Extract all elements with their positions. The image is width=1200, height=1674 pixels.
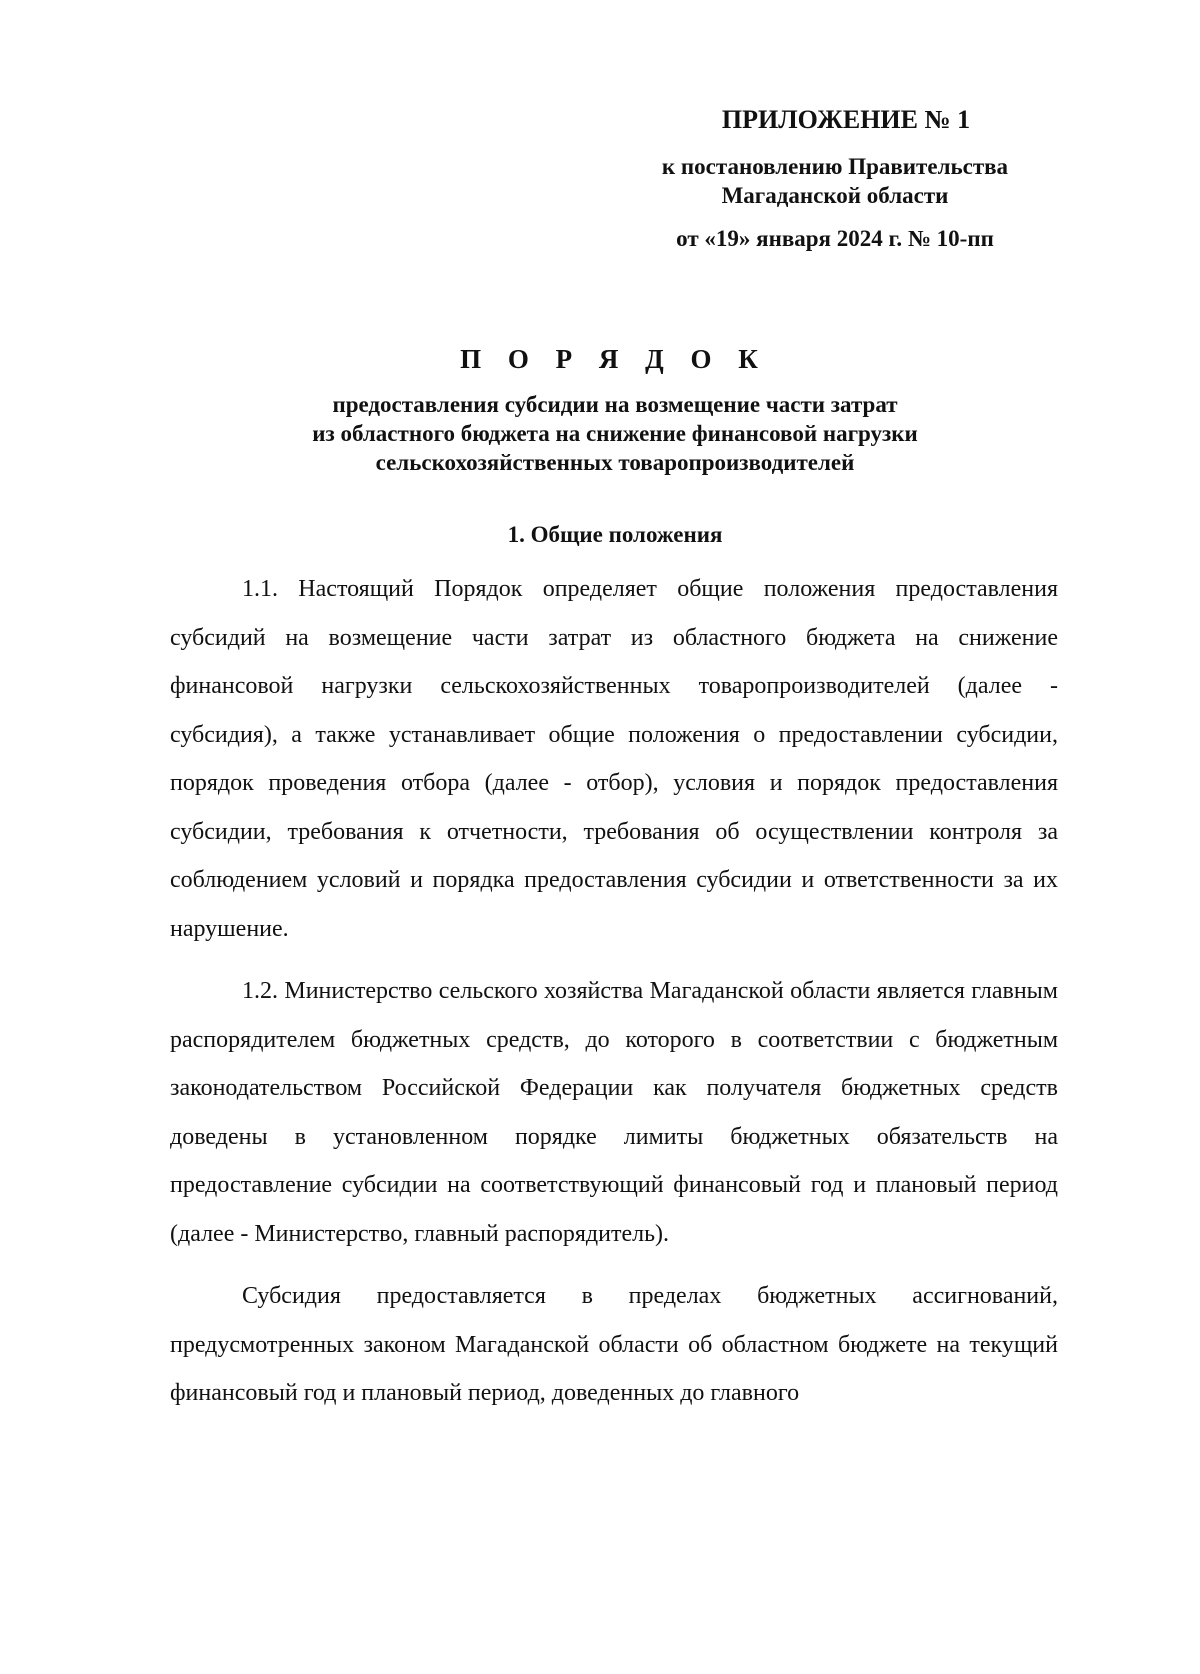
annex-title: ПРИЛОЖЕНИЕ № 1 bbox=[721, 105, 971, 134]
document-subtitle bbox=[170, 390, 1060, 477]
paragraph-1-1: 1.1. Настоящий Порядок определяет общие положения предоставления субсидий на возмещение части затрат из областного бюджета на снижение финансовой нагрузки сельскохозяйственных товаропроизводителей (далее - субсидия), а также устанавливает общие положения о предоставлении субсидии, порядок проведения отбора (далее - отбор), условия и порядок предоставления субсидии, требования к отчетности, требования об осуществлении контроля за соблюдением условий и порядка предоставления субсидии и ответственности за их нарушение. bbox=[170, 576, 1058, 942]
annex-resolution-line: к постановлению Правительства bbox=[661, 154, 1009, 179]
paragraph-subsidy: Субсидия предоставляется в пределах бюджетных ассигнований, предусмотренных законом Магаданской области об областном бюджете на текущий финансовый год и плановый период, доведенных до главного bbox=[170, 1283, 1058, 1406]
section-heading: 1. Общие положения bbox=[507, 522, 723, 547]
annex-date-line: от «19» января 2024 г. № 10-пп bbox=[676, 226, 994, 251]
annex-block bbox=[600, 104, 1070, 253]
annex-region-line: Магаданской области bbox=[721, 183, 949, 208]
document-subtitle-line: из областного бюджета на снижение финансовой нагрузки bbox=[312, 421, 918, 446]
document-subtitle-line: сельскохозяйственных товаропроизводителей bbox=[375, 450, 855, 475]
section-body bbox=[170, 565, 1058, 1418]
document-title: П О Р Я Д О К bbox=[460, 344, 768, 374]
document-subtitle-line: предоставления субсидии на возмещение части затрат bbox=[332, 392, 898, 417]
paragraph-1-2: 1.2. Министерство сельского хозяйства Магаданской области является главным распорядителем бюджетных средств, до которого в соответствии с бюджетным законодательством Российской Федерации как получателя бюджетных средств доведены в установленном порядке лимиты бюджетных обязательств на предоставление субсидии на соответствующий финансовый год и плановый период (далее - Министерство, главный распорядитель). bbox=[170, 978, 1058, 1247]
